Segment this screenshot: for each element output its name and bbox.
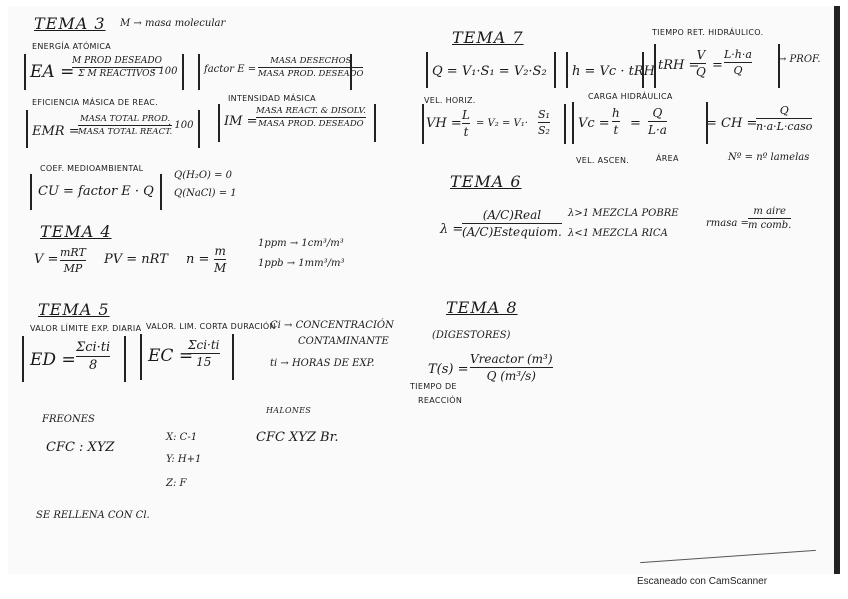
lambda-lhs: λ = bbox=[440, 222, 464, 237]
q-water: Q(H₂O) = 0 bbox=[174, 170, 233, 181]
ec-numerator: Σci·ti bbox=[188, 338, 220, 352]
tr-caption-2: REACCIÓN bbox=[418, 396, 463, 405]
tema8-title: TEMA 8 bbox=[446, 298, 518, 317]
vh-denominator-2: S₂ bbox=[538, 124, 550, 137]
molar-mass-note: M → masa molecular bbox=[120, 18, 226, 29]
ec-caption: VALOR. LIM. CORTA DURACIÓN bbox=[146, 322, 276, 331]
trh-fraction-1 bbox=[696, 48, 706, 79]
h-formula: h = Vc · tRH bbox=[572, 64, 655, 79]
rmasa-fraction bbox=[748, 206, 791, 231]
tema3-title: TEMA 3 bbox=[34, 14, 106, 33]
mezcla-rica: λ<1 MEZCLA RICA bbox=[568, 228, 668, 239]
freones-x: X: C-1 bbox=[166, 432, 198, 443]
factor-e-denominator: MASA PROD. DESEADO bbox=[258, 69, 364, 79]
ea-factor: · 100 bbox=[152, 66, 178, 77]
vc-numerator: h bbox=[612, 106, 620, 120]
ch-fraction bbox=[756, 104, 812, 133]
emr-lhs: EMR = bbox=[32, 124, 80, 139]
freones-title: FREONES bbox=[42, 414, 95, 425]
lambda-denominator: (A/C)Estequiom. bbox=[462, 225, 562, 239]
im-denominator: MASA PROD. DESEADO bbox=[258, 119, 364, 129]
ideal-gas-law: PV = nRT bbox=[104, 252, 168, 267]
v-numerator: mRT bbox=[60, 246, 86, 259]
ed-denominator: 8 bbox=[88, 358, 98, 373]
emr-denominator: MASA TOTAL REACT. bbox=[78, 127, 173, 137]
ed-caption: VALOR LÍMITE EXP. DIARIA bbox=[30, 324, 142, 333]
cu-caption: COEF. MEDIOAMBIENTAL bbox=[40, 164, 144, 173]
tema6-title: TEMA 6 bbox=[450, 172, 522, 191]
trh-fraction-2 bbox=[724, 48, 752, 77]
rmasa-lhs: rmasa = bbox=[706, 218, 749, 229]
ec-fraction bbox=[188, 338, 220, 369]
area-label: ÁREA bbox=[656, 154, 679, 163]
tr-denominator: Q (m³/s) bbox=[486, 369, 536, 383]
freones-z: Z: F bbox=[166, 478, 187, 489]
trh-numerator-2: L·h·a bbox=[724, 48, 752, 61]
v-lhs: V = bbox=[34, 252, 59, 267]
vh-numerator: L bbox=[462, 108, 470, 122]
ch-denominator: n·a·L·caso bbox=[756, 120, 813, 133]
vc-fraction bbox=[612, 106, 620, 137]
vh-caption: VEL. HORIZ. bbox=[424, 96, 476, 105]
ec-lhs: EC = bbox=[148, 346, 194, 366]
ea-lhs: EA = bbox=[30, 62, 75, 82]
v-denominator: MP bbox=[63, 262, 83, 275]
q-nacl: Q(NaCl) = 1 bbox=[174, 188, 237, 199]
trh-denominator-2: Q bbox=[733, 64, 743, 77]
tema8-subtitle: (DIGESTORES) bbox=[432, 330, 511, 341]
tr-fraction bbox=[470, 352, 553, 383]
ci-definition: Ci → CONCENTRACIÓN bbox=[270, 320, 394, 331]
cu-formula: CU = factor E · Q bbox=[38, 184, 154, 199]
ch-lhs: = CH = bbox=[706, 116, 758, 131]
ea-denominator: Σ M REACTIVOS bbox=[78, 69, 156, 79]
tema5-title: TEMA 5 bbox=[38, 300, 110, 319]
ci-definition-cont: CONTAMINANTE bbox=[298, 336, 389, 347]
halones-cfc: CFC XYZ Br. bbox=[256, 430, 339, 445]
emr-factor: · 100 bbox=[168, 120, 194, 131]
n-numerator: m bbox=[214, 244, 226, 258]
vh-lhs: VH = bbox=[426, 116, 462, 131]
tema7-title: TEMA 7 bbox=[452, 28, 524, 47]
n-lhs: n = bbox=[186, 252, 210, 267]
factor-e-fraction bbox=[258, 56, 363, 79]
trh-denominator-1: Q bbox=[696, 65, 706, 79]
mezcla-pobre: λ>1 MEZCLA POBRE bbox=[568, 208, 679, 219]
vh-fraction bbox=[462, 108, 470, 139]
vel-ascen-label: VEL. ASCEN. bbox=[576, 156, 630, 165]
lambda-numerator: (A/C)Real bbox=[482, 208, 542, 222]
emr-numerator: MASA TOTAL PROD. bbox=[80, 114, 171, 124]
im-caption: INTENSIDAD MÁSICA bbox=[228, 94, 316, 103]
scanned-page bbox=[8, 6, 840, 574]
emr-caption: EFICIENCIA MÁSICA DE REAC. bbox=[32, 98, 159, 107]
camscanner-watermark: Escaneado con CamScanner bbox=[637, 576, 768, 587]
prof-note: → PROF. bbox=[778, 54, 821, 65]
trh-caption: TIEMPO RET. HIDRÁULICO. bbox=[652, 28, 764, 37]
tema4-title: TEMA 4 bbox=[40, 222, 112, 241]
vc-denominator: t bbox=[613, 123, 619, 137]
im-numerator: MASA REACT. & DISOLV. bbox=[256, 106, 366, 116]
vh-denominator: t bbox=[463, 125, 469, 139]
trh-numerator-1: V bbox=[696, 48, 706, 62]
ea-fraction bbox=[72, 56, 162, 79]
trh-lhs: tRH = bbox=[658, 58, 700, 73]
n-denominator: M bbox=[214, 261, 227, 275]
factor-e-numerator: MASA DESECHOS bbox=[270, 56, 352, 66]
v-fraction bbox=[60, 246, 86, 275]
ti-definition: ti → HORAS DE EXP. bbox=[270, 358, 375, 369]
vh-fraction-2 bbox=[538, 108, 550, 137]
freones-cfc: CFC : XYZ bbox=[46, 440, 115, 455]
rmasa-denominator: m comb. bbox=[748, 220, 792, 231]
ed-numerator: Σci·ti bbox=[76, 340, 111, 355]
vc-equals: = bbox=[630, 116, 641, 131]
emr-fraction bbox=[78, 114, 172, 137]
vh-middle: = V₂ = V₁· bbox=[476, 118, 528, 129]
vc-fraction-2 bbox=[648, 106, 667, 137]
ea-caption: ENERGÍA ATÓMICA bbox=[32, 42, 112, 51]
ppm-conversion: 1ppm → 1cm³/m³ bbox=[258, 238, 344, 249]
im-fraction bbox=[256, 106, 366, 129]
halones-title: HALONES bbox=[266, 406, 312, 415]
tr-numerator: Vreactor (m³) bbox=[470, 352, 553, 366]
ch-numerator: Q bbox=[779, 104, 789, 117]
ed-fraction bbox=[76, 340, 110, 373]
vc-numerator-2: Q bbox=[652, 106, 663, 120]
ec-denominator: 15 bbox=[196, 355, 212, 369]
vh-numerator-2: S₁ bbox=[538, 108, 550, 121]
n-fraction bbox=[214, 244, 226, 275]
im-lhs: IM = bbox=[224, 114, 258, 129]
ppb-conversion: 1ppb → 1mm³/m³ bbox=[258, 258, 345, 269]
vc-lhs: Vc = bbox=[578, 116, 610, 131]
tr-caption-1: TIEMPO DE bbox=[410, 382, 457, 391]
continuity-formula: Q = V₁·S₁ = V₂·S₂ bbox=[432, 64, 547, 79]
carga-caption: CARGA HIDRÁULICA bbox=[588, 92, 673, 101]
tr-lhs: T(s) = bbox=[428, 362, 469, 377]
lambda-fraction bbox=[462, 208, 562, 239]
trh-equals: = bbox=[712, 58, 723, 73]
factor-e-lhs: factor E = bbox=[204, 64, 257, 75]
lamelas-note: Nº = nº lamelas bbox=[728, 152, 810, 163]
rmasa-numerator: m aire bbox=[753, 206, 786, 217]
freones-y: Y: H+1 bbox=[166, 454, 202, 465]
ed-lhs: ED = bbox=[30, 350, 76, 370]
freones-note: SE RELLENA CON Cl. bbox=[36, 510, 150, 521]
vc-denominator-2: L·a bbox=[648, 123, 667, 137]
ea-numerator: M PROD DESEADO bbox=[72, 56, 162, 66]
